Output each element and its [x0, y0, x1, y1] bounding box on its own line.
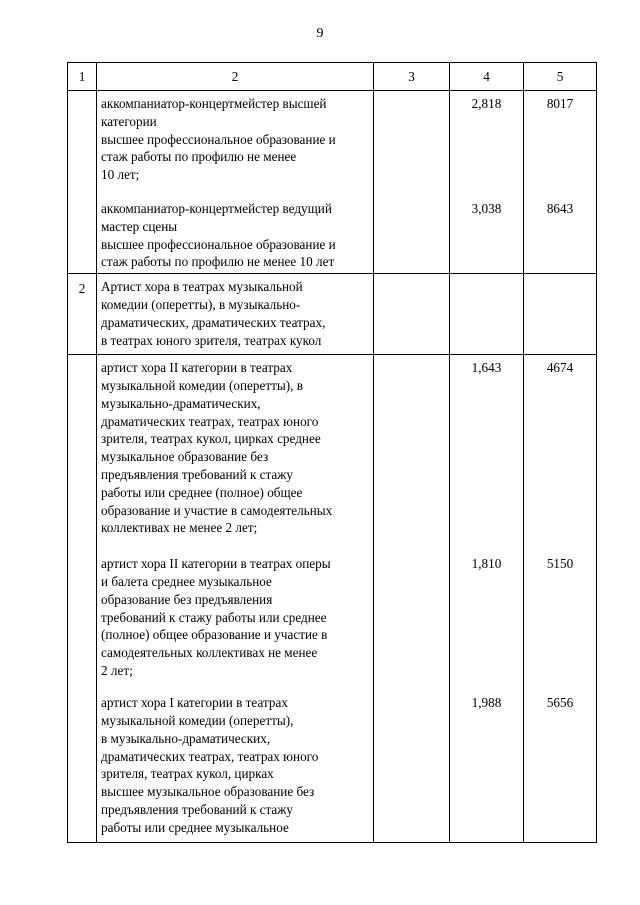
column-header: 5 [524, 63, 597, 91]
position-description: артист хора II категории в театрах оперы и балета среднее музыкальное образование без предъявления требований к стажу работы или среднее (полное) общее образование и участие в самодеятельных коллективах не менее 2 лет; [101, 556, 331, 678]
salary-cell [524, 355, 597, 843]
position-cell [97, 91, 374, 274]
column-header: 3 [374, 63, 450, 91]
coefficient-cell [450, 274, 524, 355]
column-header: 4 [450, 63, 524, 91]
section-title: Артист хора в театрах музыкальной комедии (оперетты), в музыкально- драматических, драматических театрах, в театрах юного зрителя, театрах кукол [101, 279, 326, 348]
column-3-cell [374, 355, 450, 843]
salary-value: 8643 [546, 201, 574, 216]
coefficient-value: 1,810 [471, 556, 502, 572]
position-description: аккомпаниатор-концертмейстер ведущий мастер сцены высшее профессиональное образование и стаж работы по профилю не менее 10 лет [101, 201, 336, 270]
salary-value: 8017 [546, 96, 574, 111]
table-header-row [68, 63, 597, 91]
salary-value: 5150 [546, 556, 574, 572]
coefficient-cell [450, 91, 524, 274]
row-number: 2 [68, 274, 97, 355]
position-description: артист хора II категории в театрах музыкальной комедии (оперетты), в музыкально-драматических, драматических театрах, театрах юного зрителя, театрах кукол, цирках среднее музыкальное образование без предъявления требований к стажу работы или среднее (полное) общее образование и участие в самодеятельных коллективах не менее 2 лет; [101, 360, 333, 536]
salary-table [67, 62, 597, 843]
coefficient-value: 1,988 [471, 695, 502, 711]
column-header: 1 [68, 63, 97, 91]
coefficient-cell [450, 355, 524, 843]
coefficient-value: 3,038 [471, 201, 502, 216]
salary-value: 4674 [546, 360, 574, 376]
table-row [68, 355, 597, 843]
row-number [68, 355, 97, 843]
table-row [68, 274, 597, 355]
position-description: артист хора I категории в театрах музыкальной комедии (оперетты), в музыкально-драматических, драматических театрах, театрах юного зрителя, театрах кукол, цирках высшее музыкальное образование без предъявления требований к стажу работы или среднее музыкальное [101, 695, 319, 835]
table-row [68, 91, 597, 274]
salary-cell [524, 91, 597, 274]
page-number: 9 [316, 26, 324, 41]
position-cell [97, 355, 374, 843]
position-cell [97, 274, 374, 355]
position-description: аккомпаниатор-концертмейстер высшей категории высшее профессиональное образование и стаж работы по профилю не менее 10 лет; [101, 96, 336, 183]
row-number [68, 91, 97, 274]
salary-cell [524, 274, 597, 355]
coefficient-value: 1,643 [471, 360, 502, 376]
coefficient-value: 2,818 [471, 96, 502, 111]
column-header: 2 [97, 63, 374, 91]
salary-value: 5656 [546, 695, 574, 711]
column-3-cell [374, 274, 450, 355]
column-3-cell [374, 91, 450, 274]
